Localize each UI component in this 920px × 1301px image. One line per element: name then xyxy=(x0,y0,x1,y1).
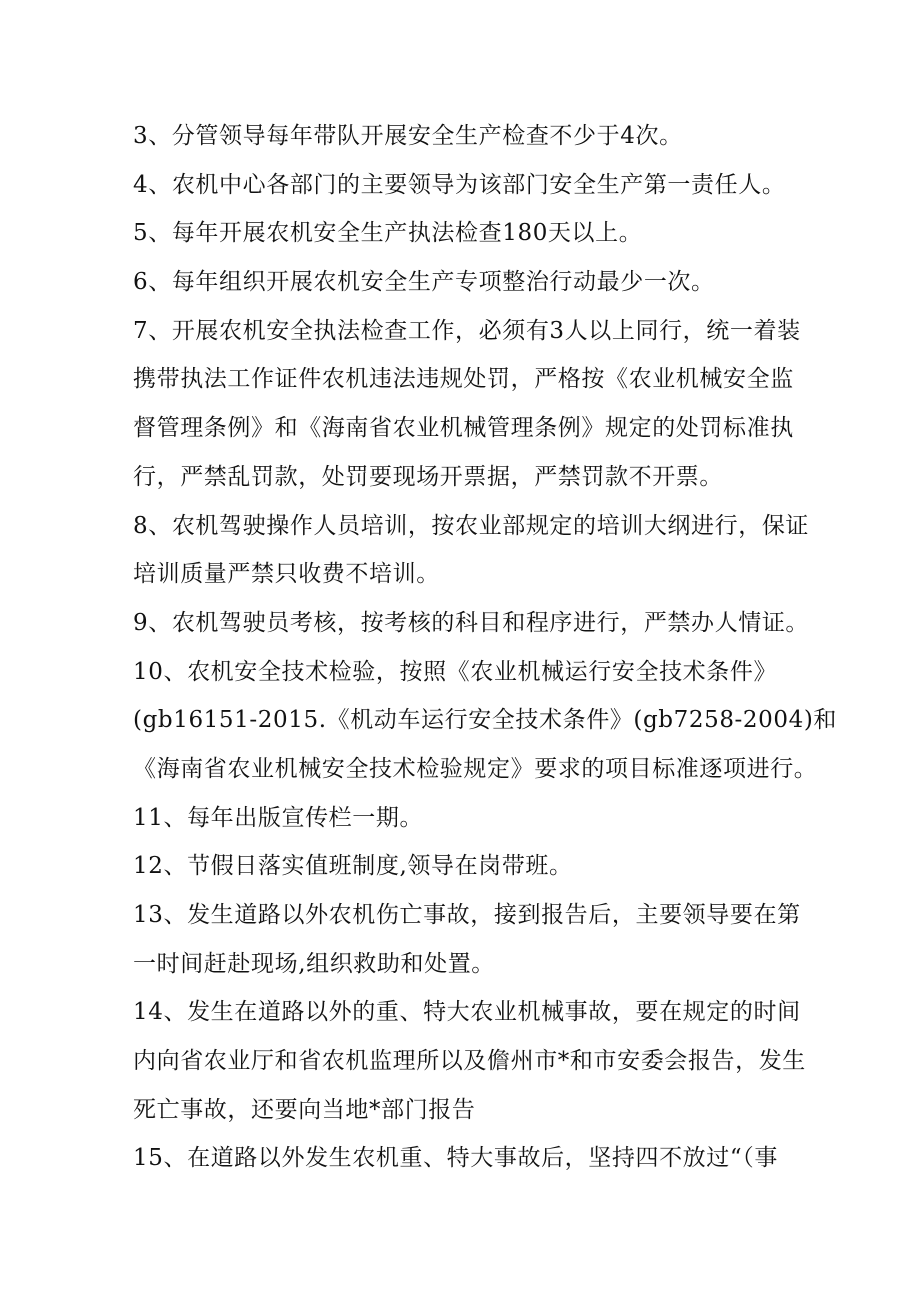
text-line-5: 7、开展农机安全执法检查工作，必须有3人以上同行，统一着装 xyxy=(133,317,801,344)
text-line-22: 15、在道路以外发生农机重、特大事故后，坚持四不放过“（事 xyxy=(133,1145,778,1172)
text-line-7: 督管理条例》和《海南省农业机械管理条例》规定的处罚标准执 xyxy=(133,415,794,442)
text-line-12: 10、农机安全技术检验，按照《农业机械运行安全技术条件》 xyxy=(133,658,778,685)
text-line-15: 11、每年出版宣传栏一期。 xyxy=(133,804,424,831)
text-line-8: 行，严禁乱罚款，处罚要现场开票据，严禁罚款不开票。 xyxy=(133,463,723,490)
document-body xyxy=(133,112,838,1183)
text-line-18: 一时间赶赴现场,组织救助和处置。 xyxy=(133,950,495,977)
text-line-14: 《海南省农业机械安全技术检验规定》要求的项目标准逐项进行。 xyxy=(133,755,818,782)
text-line-1: 3、分管领导每年带队开展安全生产检查不少于4次。 xyxy=(133,123,683,149)
text-line-3: 5、每年开展农机安全生产执法检查180天以上。 xyxy=(133,220,643,247)
text-line-2: 4、农机中心各部门的主要领导为该部门安全生产第一责任人。 xyxy=(133,171,786,198)
text-line-19: 14、发生在道路以外的重、特大农业机械事故，要在规定的时间 xyxy=(133,999,801,1026)
text-line-17: 13、发生道路以外农机伤亡事故，接到报告后，主要领导要在第 xyxy=(133,902,801,928)
text-line-20: 内向省农业厅和省农机监理所以及儋州市*和市安委会报告，发生 xyxy=(133,1048,806,1075)
text-line-10: 培训质量严禁只收费不培训。 xyxy=(133,561,440,588)
text-line-11: 9、农机驾驶员考核，按考核的科目和程序进行，严禁办人情证。 xyxy=(133,609,810,636)
text-line-13: (gb16151-2015.《机动车运行安全技术条件》(gb7258-2004)和 xyxy=(133,707,838,734)
text-line-9: 8、农机驾驶操作人员培训，按农业部规定的培训大纲进行，保证 xyxy=(133,512,810,539)
text-line-16: 12、节假日落实值班制度,领导在岗带班。 xyxy=(133,853,573,880)
text-line-4: 6、每年组织开展农机安全生产专项整治行动最少一次。 xyxy=(133,269,715,296)
text-line-6: 携带执法工作证件农机违法违规处罚，严格按《农业机械安全监 xyxy=(133,366,794,393)
text-line-21: 死亡事故，还要向当地*部门报告 xyxy=(133,1096,476,1123)
